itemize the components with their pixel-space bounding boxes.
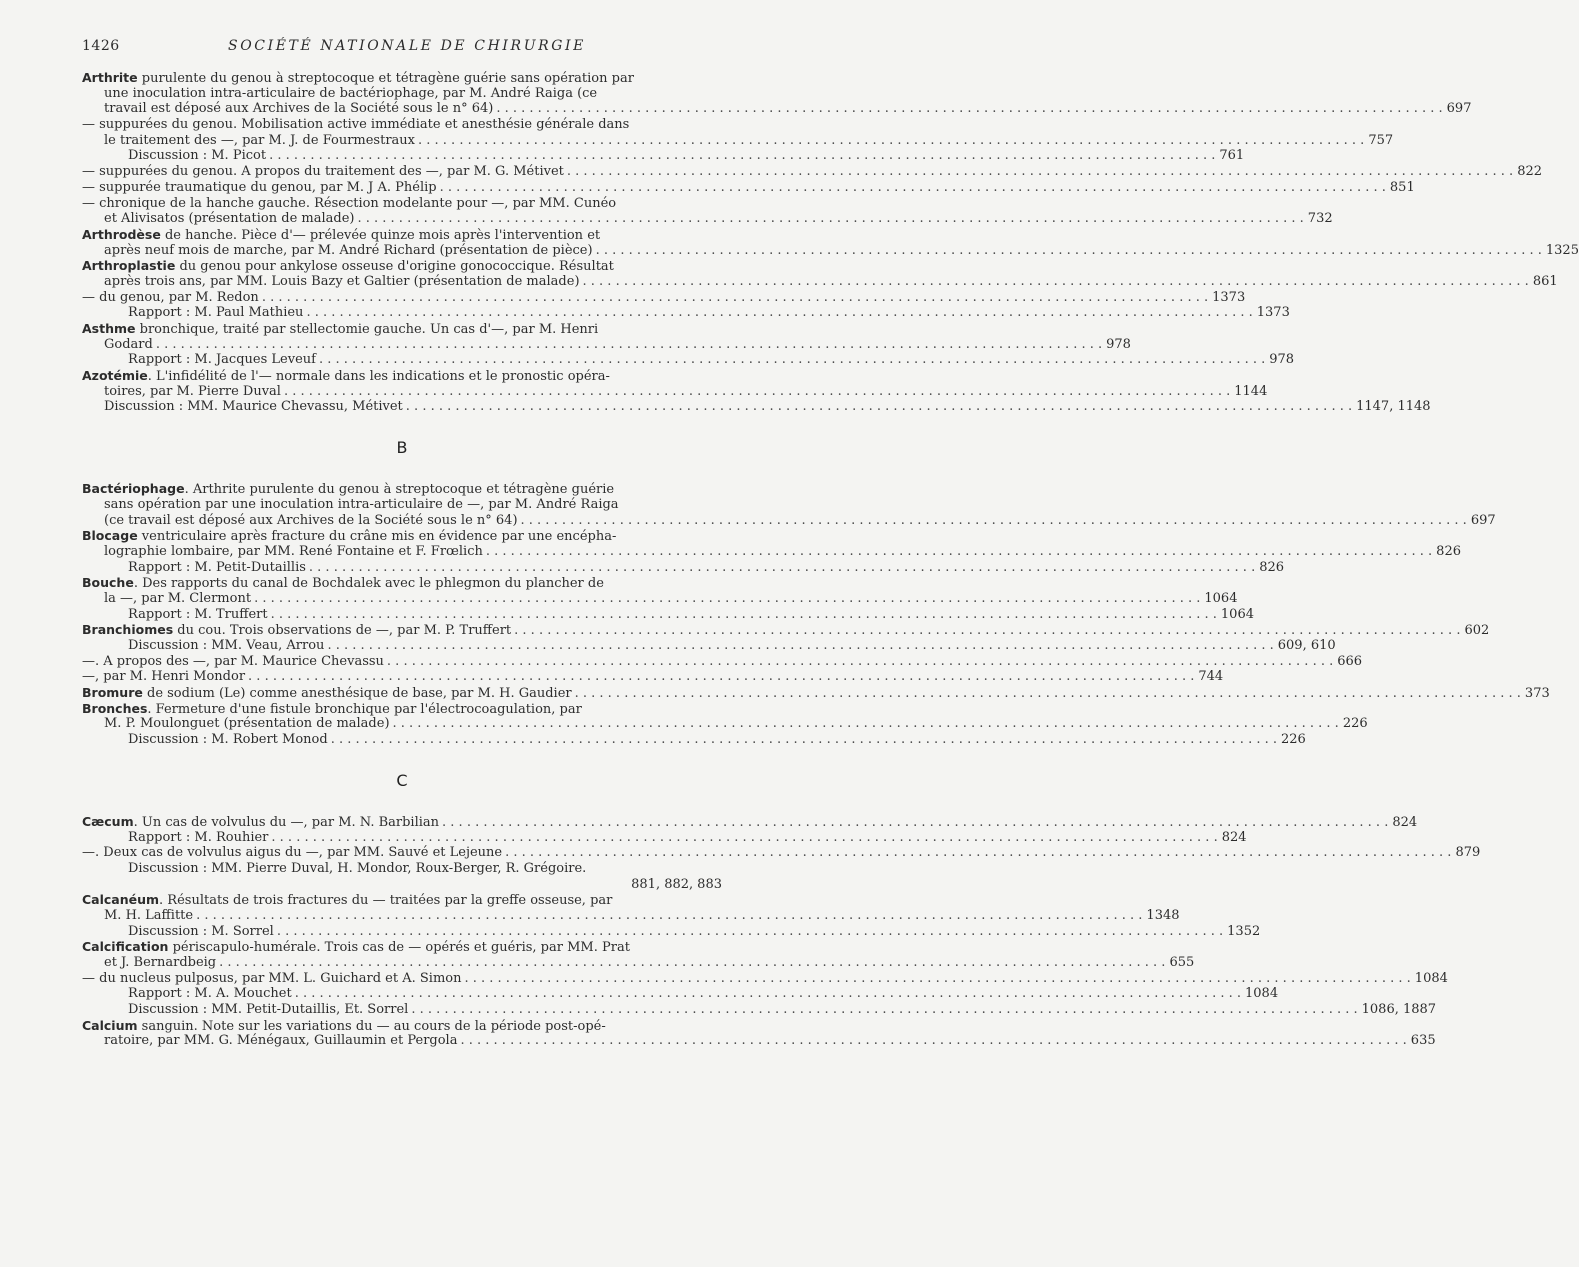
index-line-text: Rapport : M. Rouhier xyxy=(128,829,269,845)
index-line xyxy=(82,653,1363,670)
index-keyword: Azotémie xyxy=(82,368,148,384)
index-entry xyxy=(82,700,1368,748)
index-line xyxy=(82,861,722,877)
index-line-text: —. Deux cas de volvulus aigus du —, par MM. Sauvé et Lejeune xyxy=(82,845,503,861)
index-entry xyxy=(82,939,1448,1018)
index-line xyxy=(82,164,1543,180)
page-number: 1426 xyxy=(82,38,120,54)
index-line-text: Rapport : M. A. Mouchet xyxy=(128,986,292,1002)
index-line xyxy=(82,528,722,544)
index-line xyxy=(82,877,722,893)
dot-leader xyxy=(266,148,1215,164)
page-reference: 602 xyxy=(1464,623,1490,639)
index-line-text: sans opération par une inoculation intra-articulaire de —, par M. André Raiga xyxy=(104,496,619,512)
index-keyword: Arthrodèse xyxy=(82,226,161,242)
page-reference: 1373 xyxy=(1256,305,1290,321)
index-line xyxy=(82,321,722,337)
index-keyword: Calcification xyxy=(82,939,169,955)
section-letter-b: B xyxy=(396,438,408,458)
index-entry xyxy=(82,321,1295,368)
index-entry xyxy=(82,528,1461,575)
page-reference: 978 xyxy=(1269,352,1295,368)
index-line-text: Calcium sanguin. Note sur les variations du — au cours de la période post-opé- xyxy=(82,1017,606,1034)
page-reference: 1084 xyxy=(1245,986,1279,1002)
index-line-text: Rapport : M. Petit-Dutaillis xyxy=(128,559,306,575)
dot-leader xyxy=(245,669,1194,685)
index-line xyxy=(82,383,1268,400)
index-line-text: — suppurées du genou. Mobilisation active immédiate et anesthésie générale dans xyxy=(82,117,630,133)
index-line xyxy=(82,543,1461,560)
index-line xyxy=(82,70,722,86)
dot-leader xyxy=(316,352,1265,368)
page-reference: 666 xyxy=(1337,653,1363,669)
page-reference: 1064 xyxy=(1204,590,1238,606)
dot-leader xyxy=(502,845,1451,861)
page-reference: 697 xyxy=(1446,101,1472,117)
index-entry xyxy=(82,1017,1436,1049)
index-line-text: Godard xyxy=(104,336,153,352)
index-keyword: Branchiomes xyxy=(82,622,174,638)
index-line xyxy=(82,512,1496,529)
dot-leader xyxy=(437,180,1386,196)
page-reference: 1352 xyxy=(1227,923,1261,939)
index-line xyxy=(82,101,1472,117)
index-line xyxy=(82,892,722,908)
index-entry xyxy=(82,368,1431,415)
index-line-text: Discussion : M. Picot xyxy=(128,148,267,164)
page-reference: 826 xyxy=(1259,559,1285,575)
dot-leader xyxy=(274,924,1223,940)
index-line-text: M. H. Laffitte xyxy=(104,907,194,923)
index-line-text: Discussion : MM. Pierre Duval, H. Mondor, Roux-Berger, R. Grégoire. xyxy=(128,860,587,876)
index-line-text: Rapport : M. Jacques Leveuf xyxy=(128,352,316,368)
index-line-text: Bouche. Des rapports du canal de Bochdalek avec le phlegmon du plancher de xyxy=(82,575,604,592)
page-reference: 732 xyxy=(1307,211,1333,227)
dot-leader xyxy=(281,384,1230,400)
index-line-text: Branchiomes du cou. Trois observations de —, par M. P. Truffert xyxy=(82,622,512,639)
index-line xyxy=(82,907,1180,924)
page-reference: 226 xyxy=(1281,732,1306,748)
index-keyword: Bactériophage xyxy=(82,481,185,497)
index-entry xyxy=(82,226,1579,258)
index-line xyxy=(82,590,1238,607)
index-line xyxy=(82,986,1279,1002)
index-line xyxy=(82,716,1368,732)
page-reference: 1325 xyxy=(1545,242,1579,258)
page-reference: 1147, 1148 xyxy=(1356,399,1431,415)
running-title: SOCIÉTÉ NATIONALE DE CHIRURGIE xyxy=(228,38,586,54)
index-line xyxy=(82,732,1306,748)
index-line xyxy=(82,368,722,384)
index-line-text: Calcification périscapulo-humérale. Trois cas de — opérés et guéris, par MM. Prat xyxy=(82,939,630,956)
index-line xyxy=(82,845,1481,861)
index-line-text: Asthme bronchique, traité par stellectomie gauche. Un cas d'—, par M. Henri xyxy=(82,321,599,337)
page-reference: 822 xyxy=(1517,164,1543,180)
index-keyword: Calcium xyxy=(82,1017,138,1033)
page-reference: 761 xyxy=(1219,148,1245,164)
index-line xyxy=(82,481,722,497)
page-header xyxy=(82,38,722,62)
index-line xyxy=(82,289,1246,306)
index-line-text: Bactériophage. Arthrite purulente du genou à streptocoque et tétragène guérie xyxy=(82,481,615,498)
index-entry xyxy=(82,70,1543,227)
dot-leader xyxy=(439,815,1388,831)
index-entry xyxy=(82,258,1558,321)
dot-leader xyxy=(306,560,1255,576)
index-line-text: après trois ans, par MM. Louis Bazy et Galtier (présentation de malade) xyxy=(104,273,580,289)
index-line-text: travail est déposé aux Archives de la Société sous le n° 64) xyxy=(104,101,494,117)
dot-leader xyxy=(593,243,1542,259)
dot-leader xyxy=(483,544,1432,560)
index-line-text: —, par M. Henri Mondor xyxy=(82,669,246,685)
index-line xyxy=(82,970,1448,987)
index-line-text: Arthrite purulente du genou à streptocoque et tétragène guérie sans opération par xyxy=(82,70,634,86)
page-reference: 1086, 1887 xyxy=(1361,1002,1437,1018)
index-line-text: et Alivisatos (présentation de malade) xyxy=(104,211,355,227)
index-line-text: Arthroplastie du genou pour ankylose osseuse d'origine gonococcique. Résultat xyxy=(82,258,614,275)
dot-leader xyxy=(303,305,1252,321)
dot-leader xyxy=(354,211,1303,227)
index-line-text: et J. Bernardbeig xyxy=(104,955,217,970)
index-entry xyxy=(82,813,1481,892)
page-reference: 697 xyxy=(1470,512,1496,528)
index-line xyxy=(82,399,1431,415)
index-line-text: Rapport : M. Truffert xyxy=(128,606,268,622)
dot-leader xyxy=(193,908,1142,924)
index-keyword: Blocage xyxy=(82,528,138,544)
page-reference: 851 xyxy=(1389,179,1415,195)
page-reference: 879 xyxy=(1455,845,1481,861)
index-line-text: Bromure de sodium (Le) comme anesthésique de base, par M. H. Gaudier xyxy=(82,685,572,702)
dot-leader xyxy=(457,1033,1406,1049)
index-line xyxy=(82,179,1415,196)
dot-leader xyxy=(324,638,1273,654)
dot-leader xyxy=(259,290,1208,306)
index-line xyxy=(82,117,722,133)
index-line xyxy=(82,352,1295,368)
index-line-text: Azotémie. L'infidélité de l'— normale dans les indications et le pronostic opéra- xyxy=(82,368,610,385)
page-reference: 609, 610 xyxy=(1277,638,1336,653)
dot-leader xyxy=(292,986,1241,1002)
page-reference: 635 xyxy=(1410,1033,1436,1049)
index-line xyxy=(82,829,1247,846)
index-line-text: — suppurées du genou. A propos du traitement des —, par M. G. Métivet xyxy=(82,164,564,180)
index-line-text: — suppurée traumatique du genou, par M. J A. Phélip xyxy=(82,179,437,195)
index-line-text: une inoculation intra-articulaire de bactériophage, par M. André Raiga (ce xyxy=(104,85,598,101)
index-entry xyxy=(82,481,1496,528)
index-entry xyxy=(82,685,1550,702)
dot-leader xyxy=(268,607,1217,623)
index-line-text: Discussion : MM. Veau, Arrou xyxy=(128,638,325,653)
index-line-text: toires, par M. Pierre Duval xyxy=(104,383,281,399)
dot-leader xyxy=(251,591,1200,607)
index-line xyxy=(82,1018,722,1034)
page-reference: 824 xyxy=(1392,814,1418,830)
index-line-text: le traitement des —, par M. J. de Fourmestraux xyxy=(104,132,415,148)
dot-leader xyxy=(511,623,1460,639)
index-line-text: Rapport : M. Paul Mathieu xyxy=(128,305,304,321)
index-keyword: Arthroplastie xyxy=(82,258,176,274)
index-line xyxy=(82,701,722,717)
dot-leader xyxy=(403,399,1352,415)
dot-leader xyxy=(415,133,1364,149)
index-line xyxy=(82,258,722,274)
dot-leader xyxy=(408,1002,1357,1018)
index-line xyxy=(82,669,1224,685)
dot-leader xyxy=(493,101,1442,117)
index-line xyxy=(82,622,1490,639)
dot-leader xyxy=(268,830,1217,846)
index-line xyxy=(82,813,1418,830)
page-reference: 826 xyxy=(1436,543,1461,559)
index-line-text: après neuf mois de marche, par M. André Richard (présentation de pièce) xyxy=(104,242,593,258)
index-keyword: Cæcum xyxy=(82,813,134,829)
index-line-text: Arthrodèse de hanche. Pièce d'— prélevée quinze mois après l'intervention et xyxy=(82,226,601,243)
index-line xyxy=(82,1033,1436,1049)
index-keyword: Asthme xyxy=(82,321,136,336)
index-content xyxy=(82,70,1579,1049)
index-entry xyxy=(82,622,1490,685)
index-line xyxy=(82,148,1245,164)
page-reference: 1348 xyxy=(1146,907,1180,923)
index-line xyxy=(82,1002,1437,1018)
index-line xyxy=(82,86,722,102)
index-line xyxy=(82,227,722,243)
index-keyword: Bronches xyxy=(82,700,148,716)
index-line xyxy=(82,305,1290,321)
index-line-text: Blocage ventriculaire après fracture du crâne mis en évidence par une encépha- xyxy=(82,528,617,545)
page-reference: 226 xyxy=(1342,716,1368,732)
index-keyword: Bouche xyxy=(82,575,134,591)
index-line-text: Discussion : M. Sorrel xyxy=(128,923,274,939)
index-line-text: — chronique de la hanche gauche. Résection modelante pour —, par MM. Cunéo xyxy=(82,195,617,211)
dot-leader xyxy=(572,686,1521,702)
index-line-text: M. P. Moulonguet (présentation de malade) xyxy=(104,716,390,732)
page-reference: 978 xyxy=(1106,336,1131,352)
dot-leader xyxy=(461,971,1410,987)
page-reference: 757 xyxy=(1368,132,1394,148)
index-line xyxy=(82,606,1254,623)
index-line-text: Discussion : MM. Petit-Dutaillis, Et. Sorrel xyxy=(128,1002,409,1018)
dot-leader xyxy=(216,955,1165,971)
page-reference: 883 xyxy=(697,876,722,892)
index-line-text: Calcanéum. Résultats de trois fractures du — traitées par la greffe osseuse, par xyxy=(82,892,613,909)
page-reference: 861 xyxy=(1532,273,1558,289)
index-line xyxy=(82,955,1195,971)
index-line xyxy=(82,685,1550,702)
dot-leader xyxy=(518,513,1467,529)
index-line-text: — du nucleus pulposus, par MM. L. Guichard et A. Simon xyxy=(82,970,462,986)
index-keyword: Arthrite xyxy=(82,70,138,85)
dot-leader xyxy=(328,732,1277,748)
index-keyword: Bromure xyxy=(82,685,143,701)
index-line xyxy=(82,923,1261,940)
index-line xyxy=(82,132,1394,149)
dot-leader xyxy=(153,337,1102,353)
index-line xyxy=(82,273,1558,290)
section-letter-c: C xyxy=(396,770,408,790)
dot-leader xyxy=(384,654,1333,670)
index-line-text: Discussion : MM. Maurice Chevassu, Métivet xyxy=(104,399,403,415)
index-keyword: Calcanéum xyxy=(82,892,160,908)
index-line-text: la —, par M. Clermont xyxy=(104,590,252,606)
page-reference: 824 xyxy=(1221,829,1247,845)
index-entry xyxy=(82,892,1261,939)
index-line-text: Bronches. Fermeture d'une fistule bronchique par l'électrocoagulation, par xyxy=(82,700,582,717)
page-reference: 373 xyxy=(1524,686,1550,702)
index-line-text: ratoire, par MM. G. Ménégaux, Guillaumin et Pergola xyxy=(104,1033,458,1049)
index-line xyxy=(82,575,722,591)
index-line-text: 881, 882, xyxy=(631,876,694,892)
index-line-text: lographie lombaire, par MM. René Fontaine et F. Frœlich xyxy=(104,543,483,559)
index-line xyxy=(82,336,1131,353)
dot-leader xyxy=(390,716,1339,732)
index-line xyxy=(82,211,1333,227)
index-entry xyxy=(82,575,1254,622)
page-reference: 1144 xyxy=(1234,383,1268,399)
index-line xyxy=(82,559,1285,576)
index-line-text: — du genou, par M. Redon xyxy=(82,289,259,305)
index-line xyxy=(82,242,1579,259)
page-reference: 655 xyxy=(1169,955,1195,970)
page-reference: 1064 xyxy=(1220,606,1254,622)
index-line-text: (ce travail est déposé aux Archives de la Société sous le n° 64) xyxy=(104,512,518,528)
dot-leader xyxy=(580,274,1529,290)
index-line-text: —. A propos des —, par M. Maurice Chevassu xyxy=(82,653,384,669)
index-line xyxy=(82,939,722,955)
dot-leader xyxy=(564,164,1513,180)
index-line xyxy=(82,638,1336,654)
index-line xyxy=(82,196,722,212)
index-line xyxy=(82,497,722,513)
page-reference: 1084 xyxy=(1414,970,1448,986)
page-reference: 744 xyxy=(1198,669,1224,685)
index-line-text: Cæcum. Un cas de volvulus du —, par M. N. Barbilian xyxy=(82,813,440,830)
index-line-text: Discussion : M. Robert Monod xyxy=(128,732,328,748)
page-reference: 1373 xyxy=(1212,289,1246,305)
